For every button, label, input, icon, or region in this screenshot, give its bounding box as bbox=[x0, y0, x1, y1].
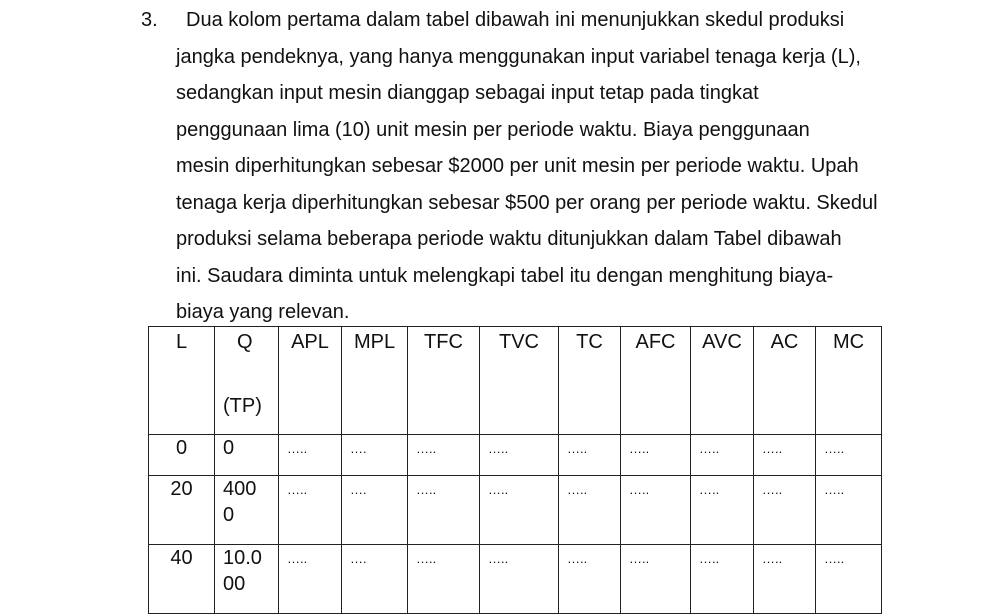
question-line: produksi selama beberapa periode waktu ditunjukkan dalam Tabel dibawah bbox=[176, 228, 842, 250]
header-q-label: Q bbox=[237, 331, 253, 353]
cell-mc: ….. bbox=[816, 476, 882, 545]
header-mpl: MPL bbox=[342, 327, 408, 435]
cell-tc: ….. bbox=[559, 476, 621, 545]
cell-l: 0 bbox=[149, 435, 215, 476]
cell-l: 20 bbox=[149, 476, 215, 545]
table-header-row bbox=[149, 327, 882, 435]
cell-l: 40 bbox=[149, 545, 215, 614]
cell-tfc: ….. bbox=[408, 435, 480, 476]
header-apl: APL bbox=[279, 327, 342, 435]
cell-q-line: 10.0 bbox=[223, 547, 262, 569]
cell-apl: ….. bbox=[279, 476, 342, 545]
cell-ac: ….. bbox=[754, 476, 816, 545]
cell-afc: ….. bbox=[621, 435, 691, 476]
header-mc: MC bbox=[816, 327, 882, 435]
cell-mc: ….. bbox=[816, 545, 882, 614]
cell-mpl: …. bbox=[342, 476, 408, 545]
table-row bbox=[149, 476, 882, 545]
question-line: penggunaan lima (10) unit mesin per periode waktu. Biaya penggunaan bbox=[176, 118, 810, 141]
cell-q: 0 bbox=[215, 435, 279, 476]
header-tvc: TVC bbox=[480, 327, 559, 435]
cell-mpl: …. bbox=[342, 545, 408, 614]
table-row bbox=[149, 545, 882, 614]
cell-afc: ….. bbox=[621, 545, 691, 614]
cell-ac: ….. bbox=[754, 545, 816, 614]
cell-tvc: ….. bbox=[480, 545, 559, 614]
cell-apl: ….. bbox=[279, 435, 342, 476]
header-tfc: TFC bbox=[408, 327, 480, 435]
cell-q-line: 0 bbox=[223, 504, 235, 526]
cell-tc: ….. bbox=[559, 435, 621, 476]
header-afc: AFC bbox=[621, 327, 691, 435]
cell-apl: ….. bbox=[279, 545, 342, 614]
cell-mpl: …. bbox=[342, 435, 408, 476]
header-ac: AC bbox=[754, 327, 816, 435]
cell-q bbox=[215, 476, 279, 545]
production-schedule-table bbox=[148, 326, 882, 614]
cell-avc: ….. bbox=[691, 476, 754, 545]
cell-avc: ….. bbox=[691, 435, 754, 476]
question-number: 3. bbox=[141, 9, 158, 31]
cell-tvc: ….. bbox=[480, 476, 559, 545]
cell-avc: ….. bbox=[691, 545, 754, 614]
cell-q bbox=[215, 545, 279, 614]
header-l: L bbox=[149, 327, 215, 435]
question-line: tenaga kerja diperhitungkan sebesar $500 per orang per periode waktu. Skedul bbox=[176, 191, 878, 214]
question-line: jangka pendeknya, yang hanya menggunakan input variabel tenaga kerja (L), bbox=[176, 45, 861, 68]
question-line: mesin diperhitungkan sebesar $2000 per unit mesin per periode waktu. Upah bbox=[176, 155, 859, 177]
cell-q-line: 400 bbox=[223, 478, 257, 500]
header-q-sub: (TP) bbox=[223, 395, 262, 417]
table-row bbox=[149, 435, 882, 476]
question-line: biaya yang relevan. bbox=[176, 301, 350, 323]
header-avc: AVC bbox=[691, 327, 754, 435]
question-text bbox=[176, 2, 966, 331]
header-q bbox=[215, 327, 279, 435]
cell-tfc: ….. bbox=[408, 545, 480, 614]
header-tc: TC bbox=[559, 327, 621, 435]
cell-ac: ….. bbox=[754, 435, 816, 476]
cell-afc: ….. bbox=[621, 476, 691, 545]
cell-q-line: 00 bbox=[223, 573, 246, 595]
question-line: Dua kolom pertama dalam tabel dibawah ini menunjukkan skedul produksi bbox=[186, 9, 845, 31]
cell-mc: ….. bbox=[816, 435, 882, 476]
cell-tc: ….. bbox=[559, 545, 621, 614]
cell-tvc: ….. bbox=[480, 435, 559, 476]
question-line: ini. Saudara diminta untuk melengkapi tabel itu dengan menghitung biaya- bbox=[176, 264, 834, 287]
question-line: sedangkan input mesin dianggap sebagai input tetap pada tingkat bbox=[176, 82, 759, 104]
cell-tfc: ….. bbox=[408, 476, 480, 545]
